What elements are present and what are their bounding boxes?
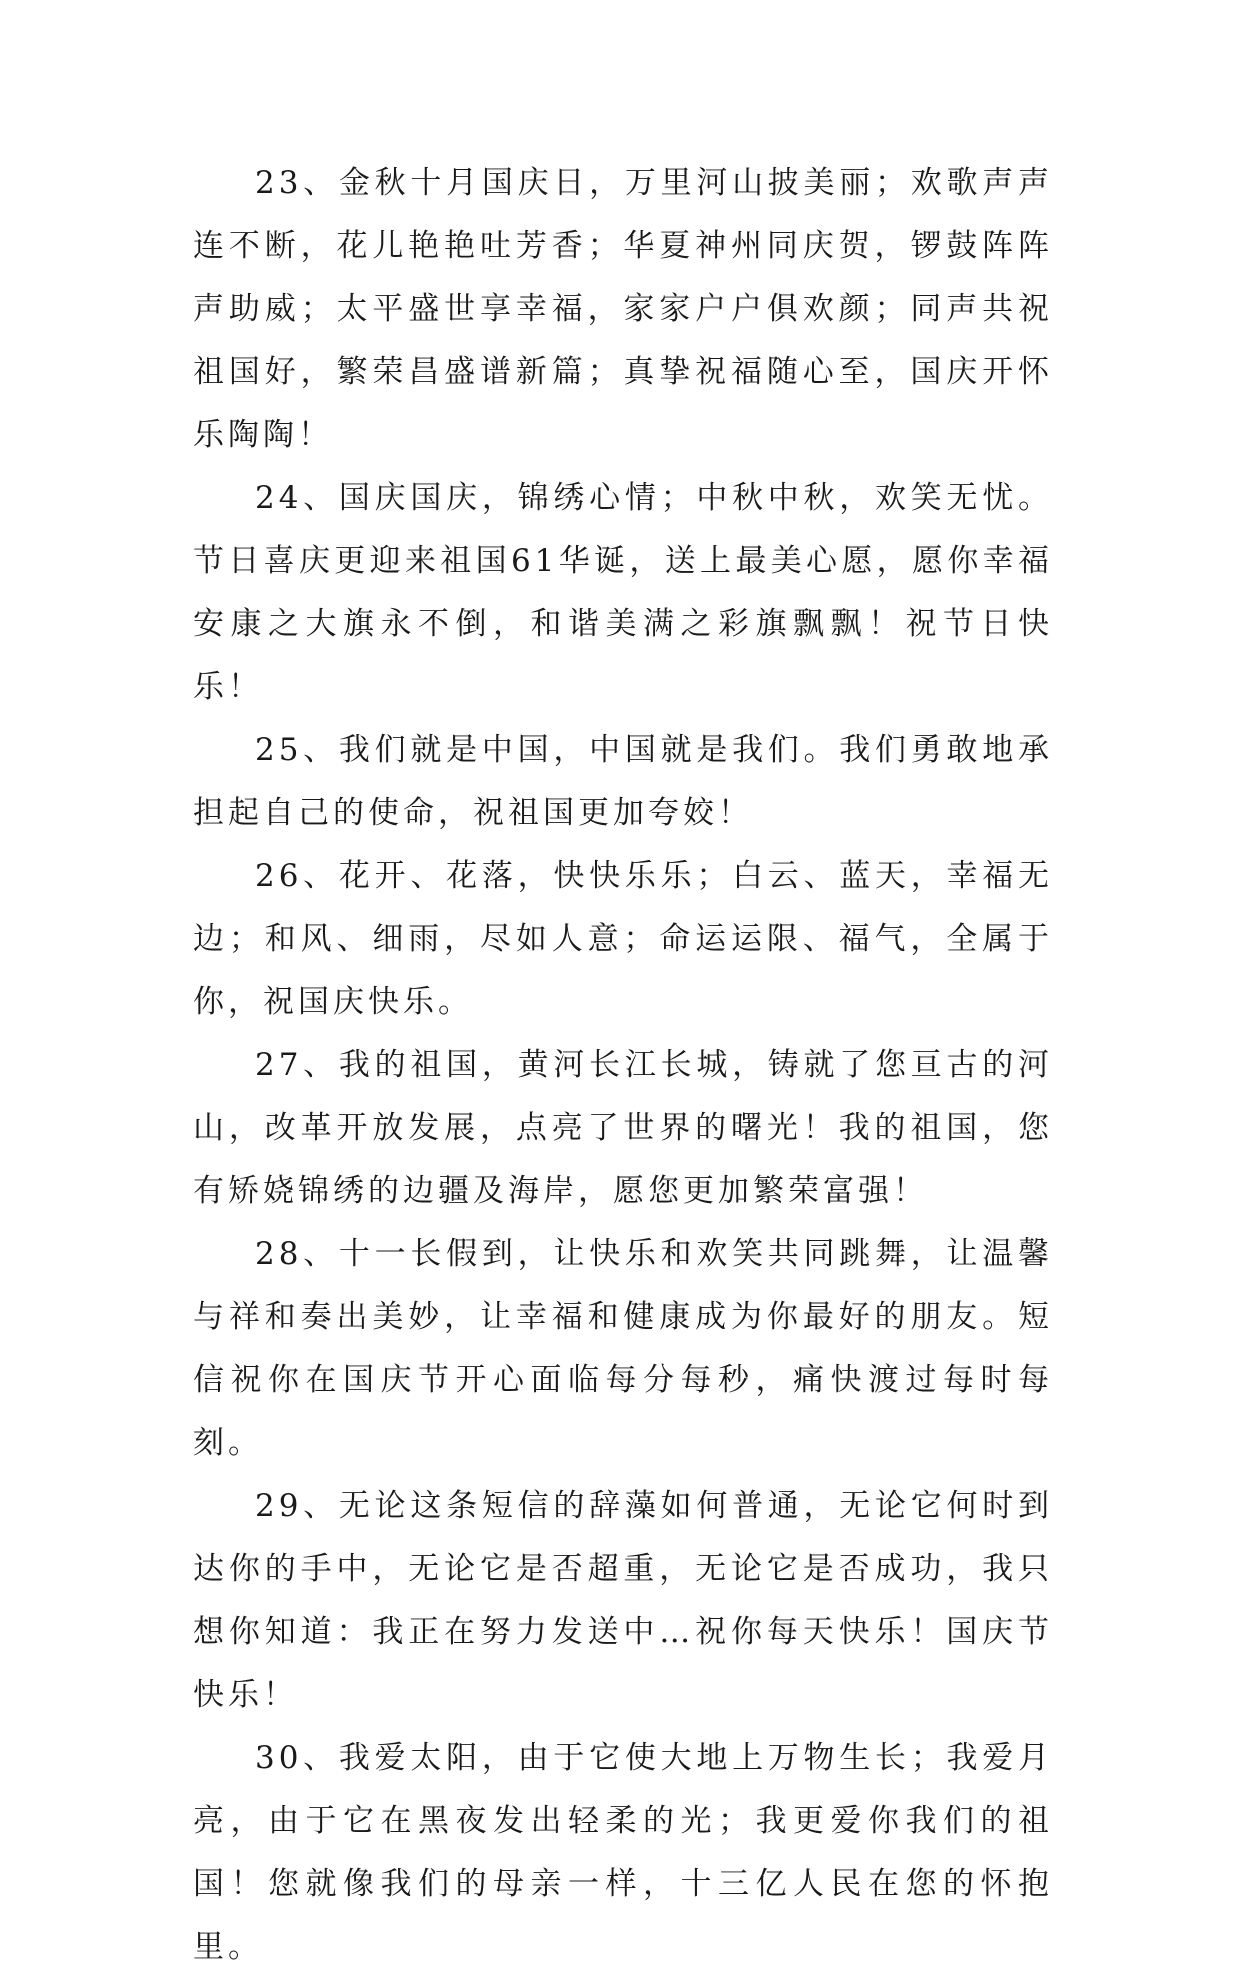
paragraph-30: 30、我爱太阳，由于它使大地上万物生长；我爱月亮，由于它在黑夜发出轻柔的光；我更爱你我们的祖国！您就像我们的母亲一样，十三亿人民在您的怀抱里。 (193, 1740, 1053, 1965)
paragraph-26: 26、花开、花落，快快乐乐；白云、蓝天，幸福无边；和风、细雨，尽如人意；命运运限、福气，全属于你，祝国庆快乐。 (193, 858, 1053, 1020)
paragraph-25: 25、我们就是中国，中国就是我们。我们勇敢地承担起自己的使命，祝祖国更加夸姣！ (193, 732, 1053, 831)
paragraph-27: 27、我的祖国，黄河长江长城，铸就了您亘古的河山，改革开放发展，点亮了世界的曙光！我的祖国，您有矫娆锦绣的边疆及海岸，愿您更加繁荣富强！ (193, 1047, 1053, 1209)
document-body (193, 152, 1053, 1979)
paragraph-24: 24、国庆国庆，锦绣心情；中秋中秋，欢笑无忧。节日喜庆更迎来祖国61华诞，送上最美心愿，愿你幸福安康之大旗永不倒，和谐美满之彩旗飘飘！祝节日快乐！ (193, 480, 1053, 705)
paragraph-23: 23、金秋十月国庆日，万里河山披美丽；欢歌声声连不断，花儿艳艳吐芳香；华夏神州同庆贺，锣鼓阵阵声助威；太平盛世享幸福，家家户户俱欢颜；同声共祝祖国好，繁荣昌盛谱新篇；真挚祝福随心至，国庆开怀乐陶陶！ (193, 165, 1053, 453)
paragraph-28: 28、十一长假到，让快乐和欢笑共同跳舞，让温馨与祥和奏出美妙，让幸福和健康成为你最好的朋友。短信祝你在国庆节开心面临每分每秒，痛快渡过每时每刻。 (193, 1236, 1053, 1461)
paragraph-29: 29、无论这条短信的辞藻如何普通，无论它何时到达你的手中，无论它是否超重，无论它是否成功，我只想你知道：我正在努力发送中…祝你每天快乐！国庆节快乐！ (193, 1488, 1053, 1713)
